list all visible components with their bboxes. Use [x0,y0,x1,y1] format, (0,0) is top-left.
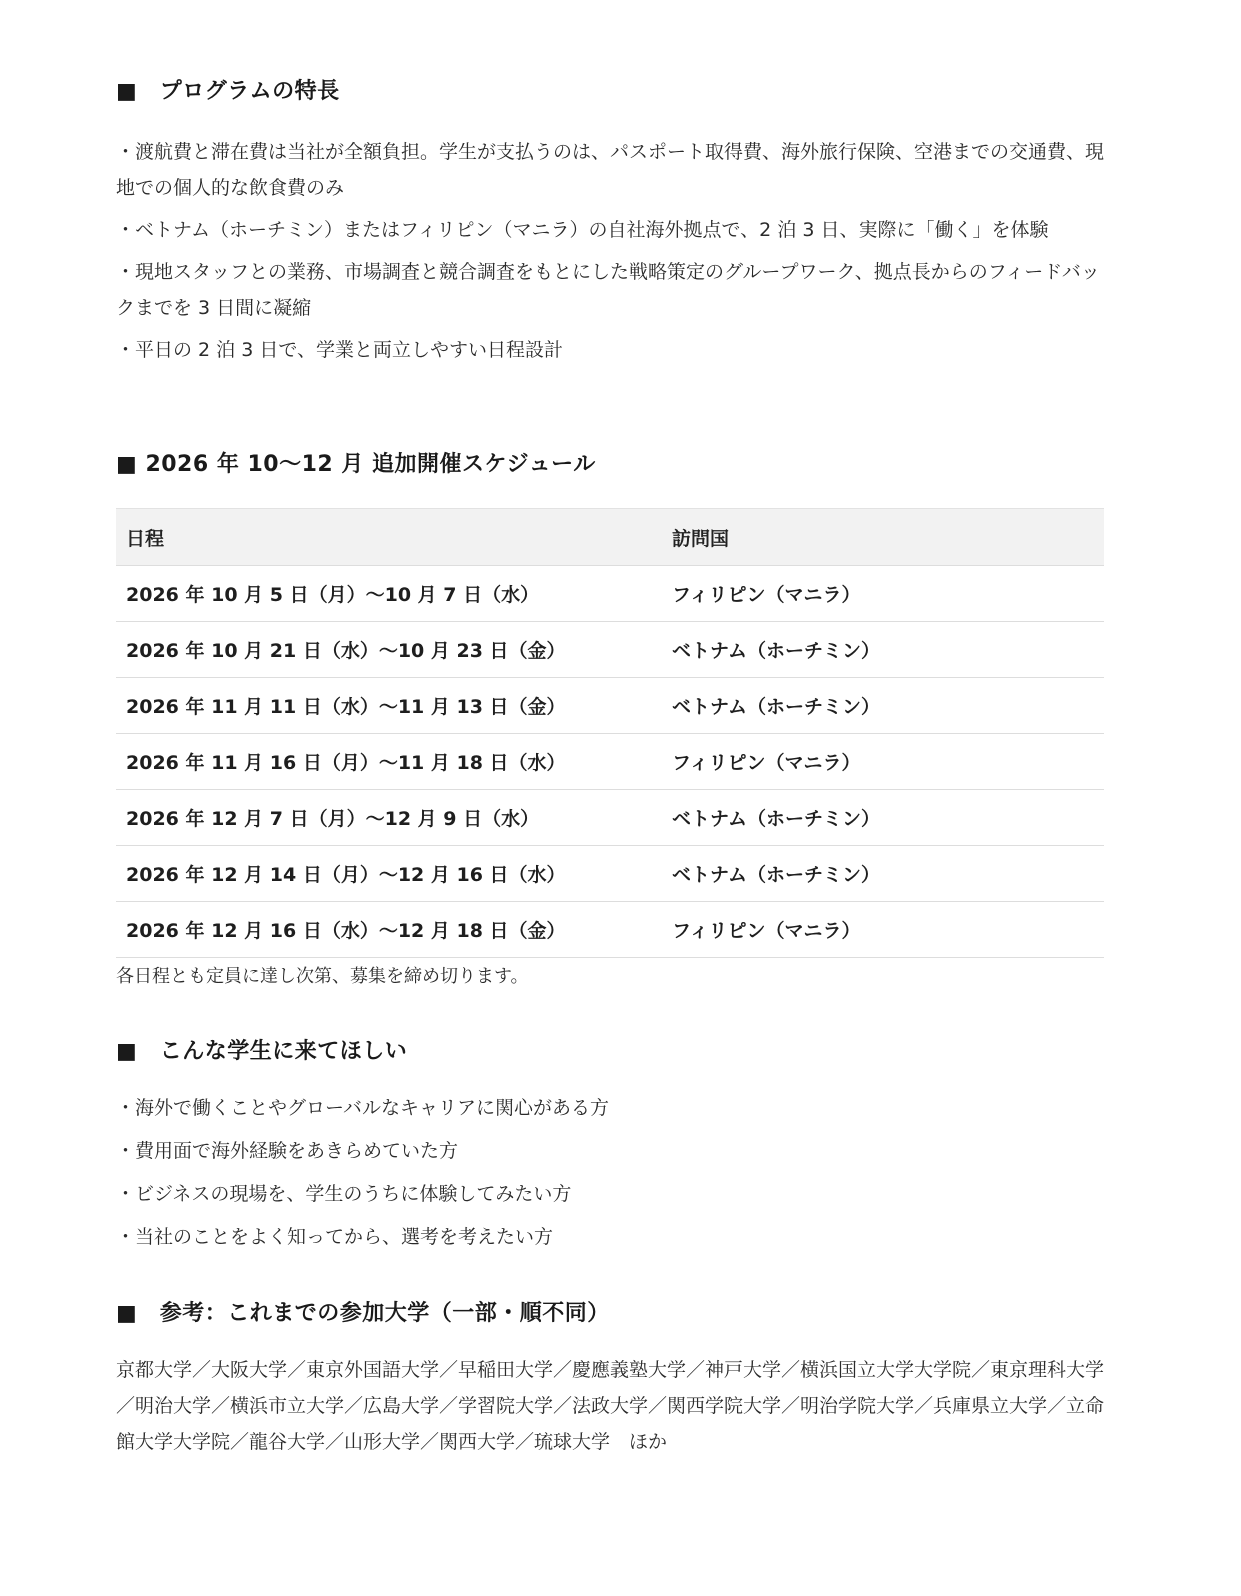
schedule-country-cell: フィリピン（マニラ） [662,566,1104,622]
schedule-dates-cell: 2026 年 12 月 14 日（月）〜12 月 16 日（水） [116,846,662,902]
schedule-country-cell: ベトナム（ホーチミン） [662,678,1104,734]
schedule-country-cell: フィリピン（マニラ） [662,902,1104,958]
schedule-heading: ■ 2026 年 10〜12 月 追加開催スケジュール [116,452,596,477]
feature-item: ・現地スタッフとの業務、市場調査と競合調査をもとにした戦略策定のグループワーク、拠点長からのフィードバックまでを 3 日間に凝縮 [116,261,1100,319]
table-row [116,622,1104,678]
schedule-dates-cell: 2026 年 10 月 21 日（水）〜10 月 23 日（金） [116,622,662,678]
schedule-country-cell: フィリピン（マニラ） [662,734,1104,790]
universities-heading: ■ 参考：これまでの参加大学（一部・順不同） [116,1301,610,1326]
table-row [116,846,1104,902]
students-list [116,1090,609,1262]
universities-text: 京都大学／大阪大学／東京外国語大学／早稲田大学／慶應義塾大学／神戸大学／横浜国立大学大学院／東京理科大学／明治大学／横浜市立大学／広島大学／学習院大学／法政大学／関西学院大学／明治学院大学／兵庫県立大学／立命館大学大学院／龍谷大学／山形大学／関西大学／琉球大学 ほか [116,1359,1105,1453]
schedule-table [116,508,1104,958]
schedule-dates-cell: 2026 年 12 月 16 日（水）〜12 月 18 日（金） [116,902,662,958]
feature-item: ・渡航費と滞在費は当社が全額負担。学生が支払うのは、パスポート取得費、海外旅行保険、空港までの交通費、現地での個人的な飲食費のみ [116,141,1105,199]
column-header-dates: 日程 [116,509,662,566]
student-item: ・ビジネスの現場を、学生のうちに体験してみたい方 [116,1183,572,1205]
schedule-dates-cell: 2026 年 11 月 11 日（水）〜11 月 13 日（金） [116,678,662,734]
column-header-country: 訪問国 [662,509,1104,566]
student-item: ・当社のことをよく知ってから、選考を考えたい方 [116,1226,554,1248]
students-heading: ■ こんな学生に来てほしい [116,1039,408,1064]
table-row [116,790,1104,846]
schedule-dates-cell: 2026 年 11 月 16 日（月）〜11 月 18 日（水） [116,734,662,790]
schedule-country-cell: ベトナム（ホーチミン） [662,622,1104,678]
schedule-dates-cell: 2026 年 12 月 7 日（月）〜12 月 9 日（水） [116,790,662,846]
table-row [116,566,1104,622]
table-row [116,678,1104,734]
schedule-country-cell: ベトナム（ホーチミン） [662,846,1104,902]
table-header-row [116,509,1104,566]
feature-item: ・ベトナム（ホーチミン）またはフィリピン（マニラ）の自社海外拠点で、2 泊 3 日、実際に「働く」を体験 [116,219,1049,241]
features-list [116,134,1104,374]
student-item: ・費用面で海外経験をあきらめていた方 [116,1140,459,1162]
schedule-note: 各日程とも定員に達し次第、募集を締め切ります。 [116,966,529,987]
table-row [116,734,1104,790]
table-row [116,902,1104,958]
features-heading: ■ プログラムの特長 [116,79,340,104]
student-item: ・海外で働くことやグローバルなキャリアに関心がある方 [116,1097,610,1119]
feature-item: ・平日の 2 泊 3 日で、学業と両立しやすい日程設計 [116,339,563,361]
schedule-dates-cell: 2026 年 10 月 5 日（月）〜10 月 7 日（水） [116,566,662,622]
schedule-country-cell: ベトナム（ホーチミン） [662,790,1104,846]
